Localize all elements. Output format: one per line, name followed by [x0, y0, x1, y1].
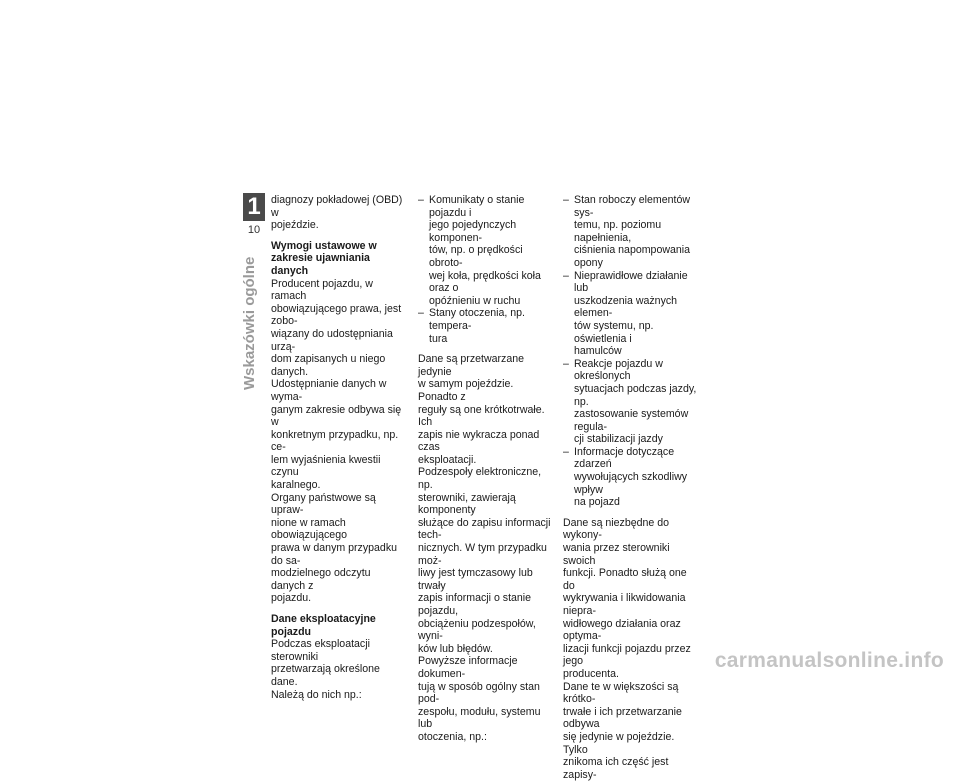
paragraph-legal-1: Producent pojazdu, w ramach obowiązującego prawa, jest zobo- wiązany do udostępniania urzą- dom zapisanych u niego danych. Udostępnianie danych w wyma- ganym zakresie odbywa się w konkretnym przypadku, np. ce- lem wyjaśnienia kwestii czynu karalnego. — [271, 277, 402, 492]
list-item: – Stan roboczy elementów sys- temu, np. poziomu napełnienia, ciśnienia napompowania opony — [563, 194, 701, 270]
list-item: – Informacje dotyczące zdarzeń wywołujących szkodliwy wpływ na pojazd — [563, 446, 701, 509]
dash-list-2 — [563, 194, 701, 509]
list-item: – Nieprawidłowe działanie lub uszkodzenia ważnych elemen- tów systemu, np. oświetlenia i hamulców — [563, 270, 701, 358]
paragraph-intro: diagnozy pokładowej (OBD) w pojeździe. — [271, 194, 403, 232]
list-item: – Reakcje pojazdu w określonych sytuacjach podczas jazdy, np. zastosowanie systemów regula- cji stabilizacji jazdy — [563, 358, 701, 446]
site-watermark: carmanualsonline.info — [714, 649, 944, 672]
text-column-3 — [563, 194, 701, 781]
paragraph-necessity: Dane są niezbędne do wykony- wania przez sterowniki swoich funkcji. Ponadto służą one do wykrywania i likwidowania niepra- widłowego działania oraz optyma- lizacji funkcji pojazdu przez jego producenta. — [563, 516, 691, 680]
paragraph-components: Podzespoły elektroniczne, np. sterowniki, zawierają komponenty służące do zapisu informacji tech- nicznych. W tym przypadku moż- liwy jest tymczasowy lub trwały zapis informacji o stanie pojazdu, obciążeniu podzespołów, wyni- ków lub błędów. — [418, 466, 551, 655]
paragraph-storage: Dane te w większości są krótko- trwałe i ich przetwarzanie odbywa się jedynie w pojeździe. Tylko znikoma ich część jest zapisy- — [563, 680, 682, 781]
heading-legal-requirements: Wymogi ustawowe w zakresie ujawniania danych — [271, 239, 377, 277]
paragraph-operational: Podczas eksploatacji sterowniki przetwarzają określone dane. Należą do nich np.: — [271, 638, 380, 701]
text-column-1 — [271, 194, 407, 701]
list-item: – Komunikaty o stanie pojazdu i jego pojedynczych komponen- tów, np. o prędkości obroto- wej koła, prędkości koła oraz o opóźnieniu w ruchu — [418, 194, 551, 307]
paragraph-documentation: Powyższe informacje dokumen- tują w sposób ogólny stan pod- zespołu, modułu, systemu lub otoczenia, np.: — [418, 655, 541, 743]
list-item: – Stany otoczenia, np. tempera- tura — [418, 307, 551, 345]
text-column-2 — [418, 194, 551, 744]
paragraph-processing: Dane są przetwarzane jedynie w samym pojeździe. Ponadto z reguły są one krótkotrwałe. Ich zapis nie wykracza ponad czas eksploatacji. — [418, 353, 545, 466]
dash-list-1 — [418, 194, 551, 345]
page-number: 10 — [247, 224, 261, 236]
heading-operational-data: Dane eksploatacyjne pojazdu — [271, 613, 376, 638]
chapter-side-label: Wskazówki ogólne — [241, 256, 258, 390]
paragraph-legal-2: Organy państwowe są upraw- nione w ramach obowiązującego prawa w danym przypadku do sa- modzielnego odczytu danych z pojazdu. — [271, 491, 398, 605]
chapter-number-badge: 1 — [243, 193, 265, 221]
